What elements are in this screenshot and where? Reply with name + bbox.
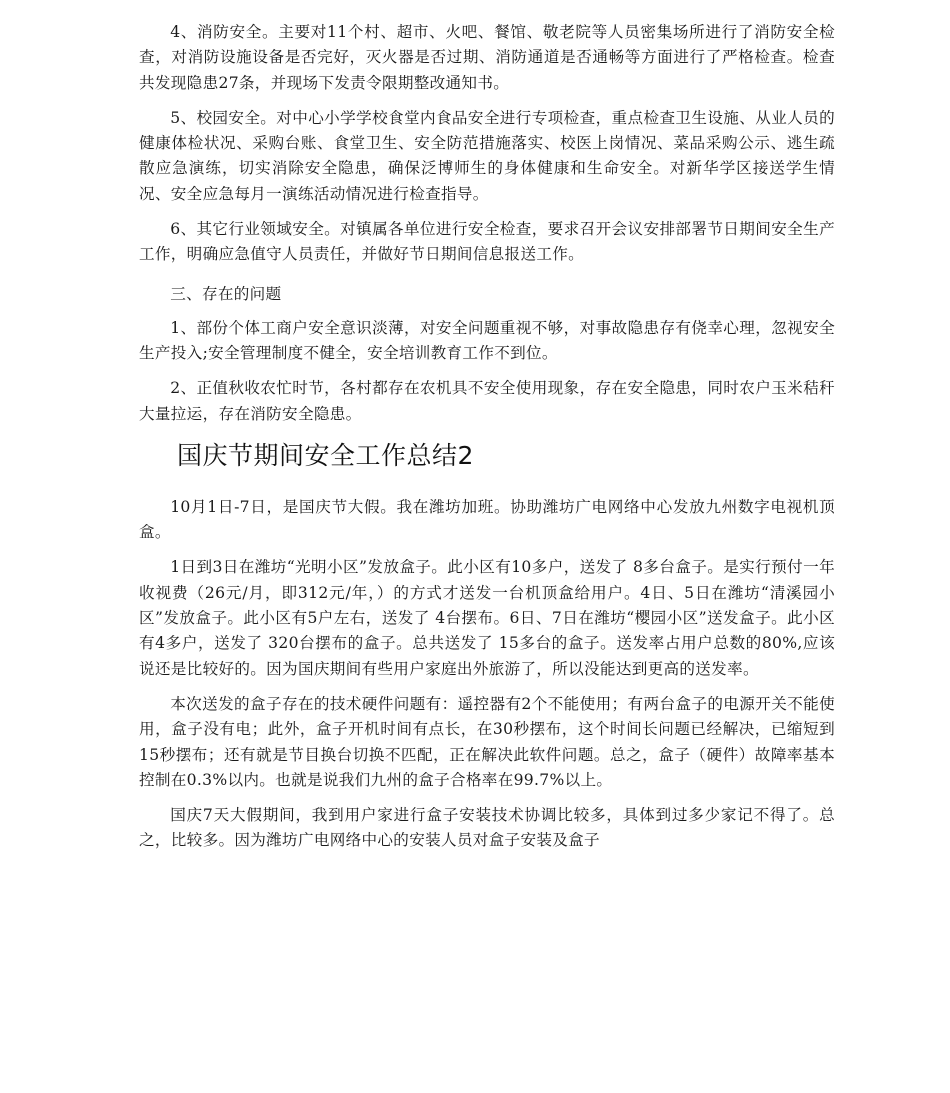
paragraph-problem-2: 2、正值秋收农忙时节，各村都存在农机具不安全使用现象，存在安全隐患，同时农户玉米秸秆大量拉运，存在消防安全隐患。 (139, 379, 835, 423)
document-page (139, 20, 835, 864)
paragraph-campus-safety: 5、校园安全。对中心小学学校食堂内食品安全进行专项检查，重点检查卫生设施、从业人员的健康体检状况、采购台账、食堂卫生、安全防范措施落实、校医上岗情况、菜品采购公示、逃生疏散应急演练，切实消除安全隐患，确保泛博师生的身体健康和生命安全。对新华学区接送学生情况、安全应急每月一演练活动情况进行检查指导。 (139, 108, 835, 203)
paragraph-hardware-issues: 本次送发的盒子存在的技术硬件问题有：遥控器有2个不能使用；有两台盒子的电源开关不能使用，盒子没有电；此外，盒子开机时间有点长，在30秒摆布，这个时间长问题已经解决，已缩短到15秒摆布；还有就是节目换台切换不匹配，正在解决此软件问题。总之，盒子（硬件）故障率基本控制在0.3%以内。也就是说我们九州的盒子合格率在99.7%以上。 (139, 694, 835, 789)
paragraph-problem-1: 1、部份个体工商户安全意识淡薄，对安全问题重视不够，对事故隐患存有侥幸心理，忽视安全生产投入;安全管理制度不健全，安全培训教育工作不到位。 (139, 318, 835, 362)
paragraph-fire-safety: 4、消防安全。主要对11个村、超市、火吧、餐馆、敬老院等人员密集场所进行了消防安全检查，对消防设施设备是否完好，灭火器是否过期、消防通道是否通畅等方面进行了严格检查。检查共发现隐患27条，并现场下发责令限期整改通知书。 (139, 23, 835, 92)
paragraph-intro: 10月1日-7日，是国庆节大假。我在潍坊加班。协助潍坊广电网络中心发放九州数字电视机顶盒。 (139, 497, 835, 542)
paragraph-distribution: 1日到3日在潍坊“光明小区”发放盒子。此小区有10多户，送发了 8多台盒子。是实行预付一年收视费（26元/月，即312元/年，）的方式才送发一台机顶盒给用户。4日、5日在潍坊“清溪园小区”发放盒子。此小区有5户左右，送发了 4台摆布。6日、7日在潍坊“樱园小区”送发盒子。此小区有4多户，送发了 320台摆布的盒子。总共送发了 15多台的盒子。送发率占用户总数的80%,应该说还是比较好的。因为国庆期间有些用户家庭出外旅游了，所以没能达到更高的送发率。 (139, 558, 835, 678)
section-heading-problems: 三、存在的问题 (170, 284, 282, 303)
paragraph-installation: 国庆7天大假期间，我到用户家进行盒子安装技术协调比较多，具体到过多少家记不得了。总之，比较多。因为潍坊广电网络中心的安装人员对盒子安装及盒子 (139, 806, 835, 850)
paragraph-other-industries: 6、其它行业领域安全。对镇属各单位进行安全检查，要求召开会议安排部署节日期间安全生产工作，明确应急值守人员责任，并做好节日期间信息报送工作。 (139, 220, 835, 264)
document-title: 国庆节期间安全工作总结2 (177, 440, 474, 470)
